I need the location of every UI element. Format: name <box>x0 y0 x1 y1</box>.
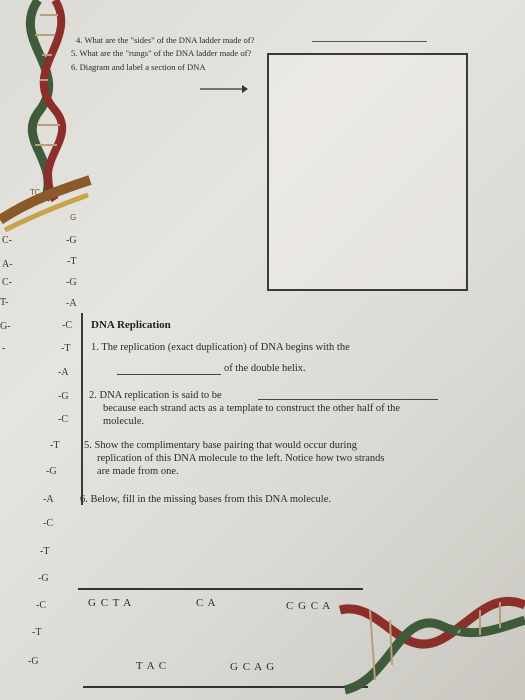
question-5: 5. What are the "rungs" of the DNA ladder made of? <box>71 48 252 58</box>
right-base: -G <box>66 277 77 288</box>
right-base: -C <box>36 600 46 611</box>
left-base: C- <box>2 235 12 246</box>
diagram-answer-box[interactable] <box>267 53 468 291</box>
right-base: -T <box>61 343 71 354</box>
arrow-icon <box>200 84 248 94</box>
svg-text:TC: TC <box>30 188 41 197</box>
right-base: -A <box>66 298 77 309</box>
left-base: C- <box>2 277 12 288</box>
left-base: A- <box>2 259 13 270</box>
question-6-diagram: 6. Diagram and label a section of DNA <box>71 62 206 72</box>
svg-text:G: G <box>70 213 77 222</box>
strand-bottom-bases-2: G C A G <box>230 661 276 673</box>
right-base: -G <box>58 391 69 402</box>
column-divider <box>81 313 83 505</box>
right-base: -A <box>58 367 69 378</box>
answer-blank-q2[interactable] <box>258 399 438 400</box>
replication-q5-text-cont: replication of this DNA molecule to the left. Notice how two strands <box>97 453 385 464</box>
right-base: -G <box>28 656 39 667</box>
left-base: T- <box>0 297 9 308</box>
right-base: -G <box>46 466 57 477</box>
replication-q6-text: 6. Below, fill in the missing bases from this DNA molecule. <box>80 494 332 505</box>
right-base: -G <box>66 235 77 246</box>
strand-top-bases-2: C A <box>196 597 217 609</box>
strand-top-bases-3: C G C A <box>286 600 332 612</box>
left-base: - <box>2 343 6 354</box>
right-base: -C <box>43 518 53 529</box>
right-base: -T <box>67 256 77 267</box>
left-base: G- <box>0 321 11 332</box>
strand-top-bases-1: G C T A <box>88 597 133 609</box>
right-base: -T <box>40 546 50 557</box>
dna-helix-illustration-bottom <box>330 570 525 700</box>
replication-q5-text: 5. Show the complimentary base pairing that would occur during <box>84 440 357 451</box>
replication-q2-text-cont: because each strand acts as a template to construct the other half of the <box>103 403 401 414</box>
replication-q1-text: 1. The replication (exact duplication) of DNA begins with the <box>91 342 350 353</box>
strand-bottom-bases-1: T A C <box>136 660 168 672</box>
right-base: -C <box>62 320 72 331</box>
replication-q5-text-end: are made from one. <box>97 466 179 477</box>
replication-q2-text-end: molecule. <box>103 416 145 427</box>
right-base: -T <box>50 440 60 451</box>
answer-line-4[interactable] <box>312 41 427 42</box>
right-base: -T <box>32 627 42 638</box>
right-base: -A <box>43 494 54 505</box>
section-heading-dna-replication: DNA Replication <box>91 319 171 331</box>
right-base: -C <box>58 414 68 425</box>
strand-top-backbone <box>78 588 363 590</box>
question-4: 4. What are the "sides" of the DNA ladder made of? <box>76 35 255 45</box>
replication-q1-text-cont: of the double helix. <box>224 363 306 374</box>
replication-q2-text: 2. DNA replication is said to be <box>89 390 222 401</box>
right-base: -G <box>38 573 49 584</box>
strand-bottom-backbone <box>83 686 368 688</box>
answer-blank-q1[interactable] <box>117 374 221 375</box>
